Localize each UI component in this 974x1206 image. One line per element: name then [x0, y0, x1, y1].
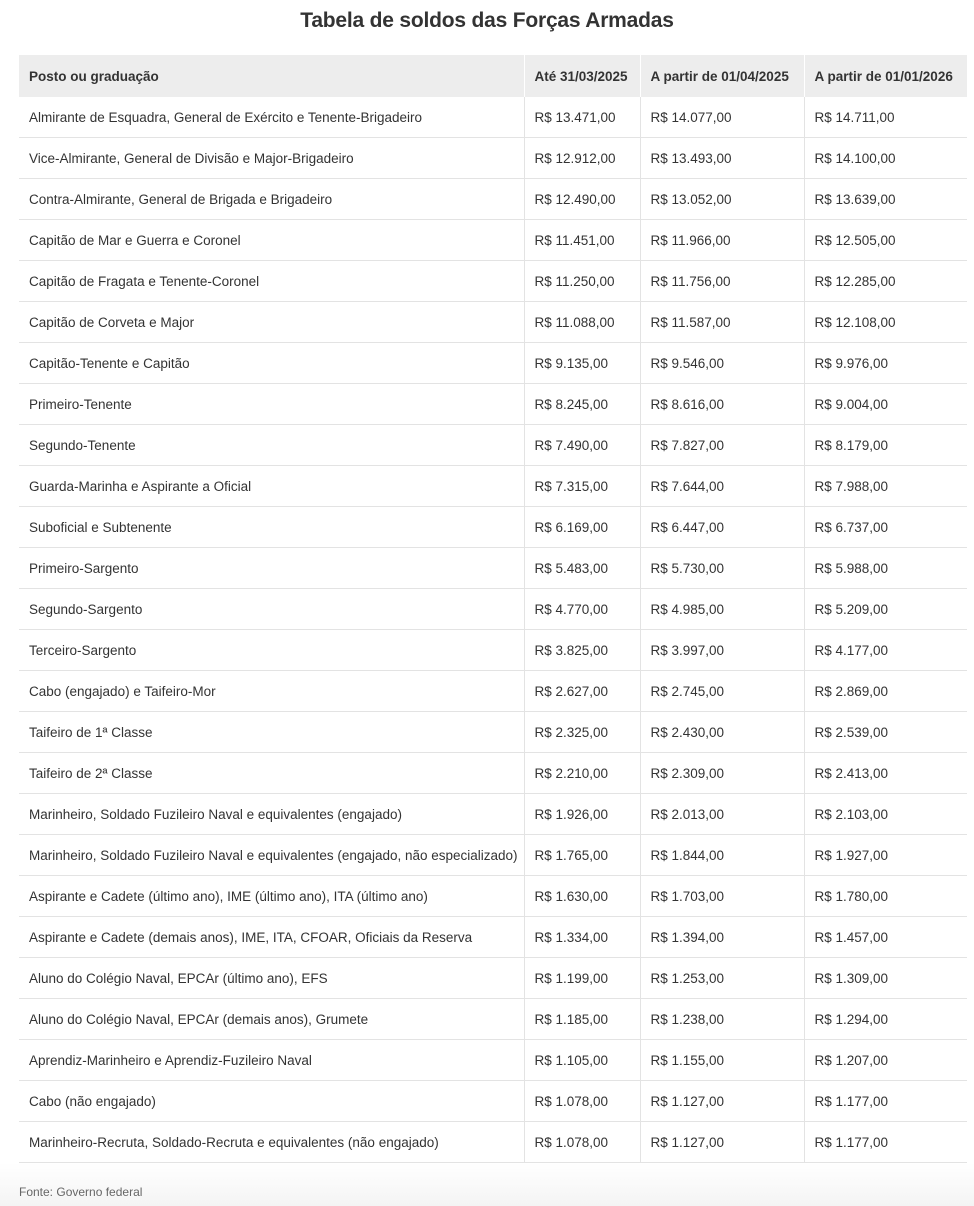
cell-from-2026-01-01: R$ 5.209,00 [804, 589, 967, 630]
cell-rank: Aluno do Colégio Naval, EPCAr (demais anos), Grumete [19, 999, 524, 1040]
cell-rank: Primeiro-Tenente [19, 384, 524, 425]
cell-until-2025-03-31: R$ 11.451,00 [524, 220, 640, 261]
cell-until-2025-03-31: R$ 1.185,00 [524, 999, 640, 1040]
cell-rank: Suboficial e Subtenente [19, 507, 524, 548]
cell-rank: Capitão de Corveta e Major [19, 302, 524, 343]
cell-rank: Capitão de Mar e Guerra e Coronel [19, 220, 524, 261]
cell-rank: Guarda-Marinha e Aspirante a Oficial [19, 466, 524, 507]
cell-from-2025-04-01: R$ 11.756,00 [640, 261, 804, 302]
cell-from-2026-01-01: R$ 7.988,00 [804, 466, 967, 507]
cell-rank: Capitão-Tenente e Capitão [19, 343, 524, 384]
cell-until-2025-03-31: R$ 2.325,00 [524, 712, 640, 753]
cell-from-2025-04-01: R$ 5.730,00 [640, 548, 804, 589]
cell-from-2026-01-01: R$ 1.309,00 [804, 958, 967, 999]
cell-until-2025-03-31: R$ 11.088,00 [524, 302, 640, 343]
cell-from-2025-04-01: R$ 2.430,00 [640, 712, 804, 753]
table-row [19, 999, 967, 1040]
salary-table-container [19, 55, 967, 1163]
salary-table [19, 55, 967, 1163]
cell-until-2025-03-31: R$ 1.105,00 [524, 1040, 640, 1081]
cell-until-2025-03-31: R$ 1.926,00 [524, 794, 640, 835]
cell-until-2025-03-31: R$ 5.483,00 [524, 548, 640, 589]
cell-until-2025-03-31: R$ 6.169,00 [524, 507, 640, 548]
cell-rank: Terceiro-Sargento [19, 630, 524, 671]
cell-until-2025-03-31: R$ 1.334,00 [524, 917, 640, 958]
cell-from-2026-01-01: R$ 9.976,00 [804, 343, 967, 384]
cell-until-2025-03-31: R$ 4.770,00 [524, 589, 640, 630]
cell-until-2025-03-31: R$ 12.490,00 [524, 179, 640, 220]
cell-from-2026-01-01: R$ 1.457,00 [804, 917, 967, 958]
cell-from-2026-01-01: R$ 1.177,00 [804, 1081, 967, 1122]
cell-from-2025-04-01: R$ 7.827,00 [640, 425, 804, 466]
cell-rank: Cabo (não engajado) [19, 1081, 524, 1122]
cell-from-2026-01-01: R$ 6.737,00 [804, 507, 967, 548]
source-note: Fonte: Governo federal [19, 1185, 143, 1199]
cell-from-2025-04-01: R$ 8.616,00 [640, 384, 804, 425]
cell-until-2025-03-31: R$ 1.078,00 [524, 1122, 640, 1163]
cell-rank: Taifeiro de 2ª Classe [19, 753, 524, 794]
cell-from-2026-01-01: R$ 5.988,00 [804, 548, 967, 589]
table-row [19, 917, 967, 958]
cell-from-2026-01-01: R$ 12.108,00 [804, 302, 967, 343]
table-row [19, 425, 967, 466]
cell-from-2025-04-01: R$ 11.587,00 [640, 302, 804, 343]
cell-rank: Aspirante e Cadete (último ano), IME (último ano), ITA (último ano) [19, 876, 524, 917]
cell-from-2026-01-01: R$ 14.100,00 [804, 138, 967, 179]
cell-rank: Contra-Almirante, General de Brigada e Brigadeiro [19, 179, 524, 220]
header-row [19, 55, 967, 97]
table-row [19, 507, 967, 548]
header-rank: Posto ou graduação [19, 55, 524, 97]
table-row [19, 466, 967, 507]
table-row [19, 220, 967, 261]
cell-until-2025-03-31: R$ 1.630,00 [524, 876, 640, 917]
cell-from-2026-01-01: R$ 9.004,00 [804, 384, 967, 425]
cell-from-2026-01-01: R$ 12.505,00 [804, 220, 967, 261]
cell-until-2025-03-31: R$ 11.250,00 [524, 261, 640, 302]
cell-until-2025-03-31: R$ 1.078,00 [524, 1081, 640, 1122]
cell-from-2025-04-01: R$ 1.844,00 [640, 835, 804, 876]
cell-until-2025-03-31: R$ 2.627,00 [524, 671, 640, 712]
cell-from-2026-01-01: R$ 1.780,00 [804, 876, 967, 917]
cell-rank: Cabo (engajado) e Taifeiro-Mor [19, 671, 524, 712]
cell-until-2025-03-31: R$ 7.490,00 [524, 425, 640, 466]
cell-until-2025-03-31: R$ 12.912,00 [524, 138, 640, 179]
cell-rank: Segundo-Tenente [19, 425, 524, 466]
header-from-2025-04-01: A partir de 01/04/2025 [640, 55, 804, 97]
cell-from-2026-01-01: R$ 1.177,00 [804, 1122, 967, 1163]
cell-from-2025-04-01: R$ 9.546,00 [640, 343, 804, 384]
cell-from-2026-01-01: R$ 2.869,00 [804, 671, 967, 712]
cell-rank: Marinheiro, Soldado Fuzileiro Naval e equivalentes (engajado, não especializado) [19, 835, 524, 876]
cell-from-2026-01-01: R$ 1.927,00 [804, 835, 967, 876]
cell-rank: Aprendiz-Marinheiro e Aprendiz-Fuzileiro Naval [19, 1040, 524, 1081]
cell-from-2025-04-01: R$ 1.703,00 [640, 876, 804, 917]
table-row [19, 138, 967, 179]
table-row [19, 548, 967, 589]
cell-until-2025-03-31: R$ 1.765,00 [524, 835, 640, 876]
cell-until-2025-03-31: R$ 3.825,00 [524, 630, 640, 671]
table-row [19, 753, 967, 794]
cell-until-2025-03-31: R$ 9.135,00 [524, 343, 640, 384]
table-body [19, 97, 967, 1163]
table-row [19, 97, 967, 138]
cell-from-2026-01-01: R$ 14.711,00 [804, 97, 967, 138]
table-row [19, 384, 967, 425]
cell-from-2025-04-01: R$ 14.077,00 [640, 97, 804, 138]
cell-from-2025-04-01: R$ 1.127,00 [640, 1081, 804, 1122]
header-until-2025-03-31: Até 31/03/2025 [524, 55, 640, 97]
cell-from-2025-04-01: R$ 13.052,00 [640, 179, 804, 220]
cell-from-2025-04-01: R$ 2.013,00 [640, 794, 804, 835]
table-row [19, 835, 967, 876]
cell-from-2025-04-01: R$ 11.966,00 [640, 220, 804, 261]
cell-from-2025-04-01: R$ 6.447,00 [640, 507, 804, 548]
cell-from-2025-04-01: R$ 2.309,00 [640, 753, 804, 794]
cell-from-2026-01-01: R$ 2.413,00 [804, 753, 967, 794]
table-row [19, 876, 967, 917]
cell-from-2025-04-01: R$ 13.493,00 [640, 138, 804, 179]
cell-from-2026-01-01: R$ 13.639,00 [804, 179, 967, 220]
cell-from-2025-04-01: R$ 4.985,00 [640, 589, 804, 630]
table-row [19, 1040, 967, 1081]
cell-rank: Vice-Almirante, General de Divisão e Major-Brigadeiro [19, 138, 524, 179]
table-row [19, 794, 967, 835]
table-row [19, 302, 967, 343]
cell-rank: Aluno do Colégio Naval, EPCAr (último ano), EFS [19, 958, 524, 999]
cell-until-2025-03-31: R$ 8.245,00 [524, 384, 640, 425]
table-row [19, 589, 967, 630]
cell-from-2026-01-01: R$ 8.179,00 [804, 425, 967, 466]
table-row [19, 261, 967, 302]
cell-from-2025-04-01: R$ 3.997,00 [640, 630, 804, 671]
cell-from-2025-04-01: R$ 1.155,00 [640, 1040, 804, 1081]
table-row [19, 343, 967, 384]
page-title: Tabela de soldos das Forças Armadas [300, 9, 674, 32]
cell-rank: Segundo-Sargento [19, 589, 524, 630]
cell-from-2025-04-01: R$ 1.127,00 [640, 1122, 804, 1163]
cell-from-2025-04-01: R$ 7.644,00 [640, 466, 804, 507]
cell-rank: Primeiro-Sargento [19, 548, 524, 589]
cell-from-2026-01-01: R$ 1.294,00 [804, 999, 967, 1040]
cell-until-2025-03-31: R$ 7.315,00 [524, 466, 640, 507]
cell-rank: Taifeiro de 1ª Classe [19, 712, 524, 753]
table-row [19, 958, 967, 999]
footer-band [0, 1163, 974, 1206]
cell-rank: Marinheiro-Recruta, Soldado-Recruta e equivalentes (não engajado) [19, 1122, 524, 1163]
cell-until-2025-03-31: R$ 13.471,00 [524, 97, 640, 138]
table-row [19, 1081, 967, 1122]
cell-rank: Almirante de Esquadra, General de Exército e Tenente-Brigadeiro [19, 97, 524, 138]
cell-until-2025-03-31: R$ 2.210,00 [524, 753, 640, 794]
cell-from-2026-01-01: R$ 4.177,00 [804, 630, 967, 671]
cell-from-2025-04-01: R$ 2.745,00 [640, 671, 804, 712]
table-row [19, 712, 967, 753]
table-header [19, 55, 967, 97]
cell-until-2025-03-31: R$ 1.199,00 [524, 958, 640, 999]
cell-from-2025-04-01: R$ 1.238,00 [640, 999, 804, 1040]
cell-from-2026-01-01: R$ 12.285,00 [804, 261, 967, 302]
cell-rank: Marinheiro, Soldado Fuzileiro Naval e equivalentes (engajado) [19, 794, 524, 835]
cell-from-2025-04-01: R$ 1.253,00 [640, 958, 804, 999]
cell-from-2025-04-01: R$ 1.394,00 [640, 917, 804, 958]
cell-from-2026-01-01: R$ 1.207,00 [804, 1040, 967, 1081]
table-row [19, 630, 967, 671]
header-from-2026-01-01: A partir de 01/01/2026 [804, 55, 967, 97]
table-row [19, 1122, 967, 1163]
table-row [19, 671, 967, 712]
table-row [19, 179, 967, 220]
cell-rank: Capitão de Fragata e Tenente-Coronel [19, 261, 524, 302]
cell-rank: Aspirante e Cadete (demais anos), IME, ITA, CFOAR, Oficiais da Reserva [19, 917, 524, 958]
cell-from-2026-01-01: R$ 2.539,00 [804, 712, 967, 753]
cell-from-2026-01-01: R$ 2.103,00 [804, 794, 967, 835]
